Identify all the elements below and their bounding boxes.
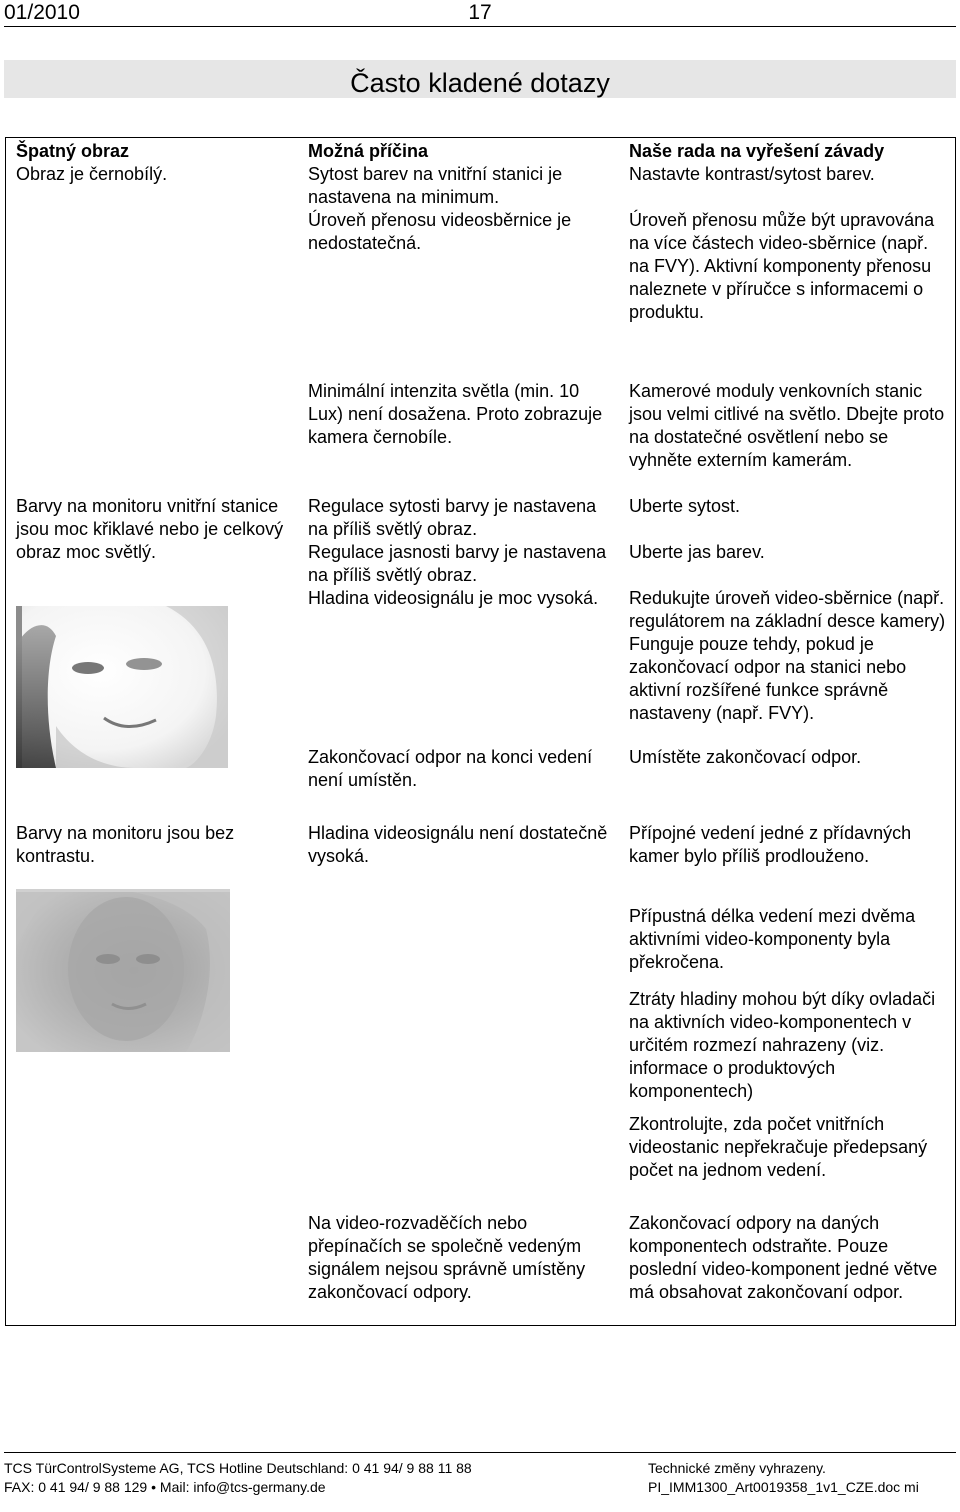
cause-signal-too-high: Hladina videosignálu je moc vysoká. xyxy=(308,588,599,608)
solution-set-contrast: Nastavte kontrast/sytost barev. xyxy=(629,164,875,184)
cause-saturation-high: Regulace sytosti barvy je nastavena na příliš světlý obraz. xyxy=(308,496,597,539)
cause-brightness-high: Regulace jasnosti barvy je nastavena na příliš světlý obraz. xyxy=(308,542,607,585)
solution-camera-light: Kamerové moduly venkovních stanic jsou velmi citlivé na světlo. Dbejte proto na dostatečné osvětlení nebo se vyhněte externím kamerám. xyxy=(629,381,945,470)
problem-black-white: Obraz je černobílý. xyxy=(16,164,168,184)
cause-no-terminator: Zakončovací odpor na konci vedení není umístěn. xyxy=(308,747,593,790)
document-date: 01/2010 xyxy=(4,1,80,24)
solution-remove-terminators: Zakončovací odpory na daných komponentech odstraňte. Pouze poslední video-komponent jedné větve má obsahovat zakončovaní odpor. xyxy=(629,1213,938,1302)
footer-notice: Technické změny vyhrazeny. xyxy=(648,1460,826,1476)
problem-no-contrast: Barvy na monitoru jsou bez kontrastu. xyxy=(16,823,235,866)
footer-rule xyxy=(4,1452,956,1453)
problem-too-bright: Barvy na monitoru vnitřní stanice jsou moc křiklavé nebo je celkový obraz moc světlý. xyxy=(16,496,284,562)
solution-place-terminator: Umístěte zakončovací odpor. xyxy=(629,747,862,767)
cause-saturation-min: Sytost barev na vnitřní stanici je nastavena na minimum. xyxy=(308,164,563,207)
solution-reduce-saturation: Uberte sytost. xyxy=(629,496,741,516)
header-bad-image: Špatný obraz xyxy=(16,141,130,161)
page-number: 17 xyxy=(468,1,492,24)
header-possible-cause: Možná příčina xyxy=(308,141,429,161)
cause-distributor-terminators: Na video-rozvaděčích nebo přepínačích se společně vedeným signálem nejsou správně umístěny zakončovací odpory. xyxy=(308,1213,586,1302)
cause-signal-too-low: Hladina videosignálu není dostatečně vysoká. xyxy=(308,823,608,866)
footer-document-name: PI_IMM1300_Art0019358_1v1_CZE.doc mi xyxy=(648,1479,919,1495)
page-title: Často kladené dotazy xyxy=(4,60,956,98)
solution-bus-level-adjust: Úroveň přenosu může být upravována na více částech video-sběrnice (např. na FVY). Aktivní komponenty přenosu naleznete v příručce s informacemi o produktu. xyxy=(629,210,935,322)
solution-reduce-bus-level: Redukujte úroveň video-sběrnice (např. regulátorem na základní desce kamery) Funguje pouze tehdy, pokud je zakončovací odpor na stanici nebo aktivní rozšířené funkce správně nastaveny (např. FVY). xyxy=(629,588,946,723)
header-rule xyxy=(4,26,956,27)
bright-image-sample xyxy=(16,606,228,768)
header-our-advice: Naše rada na vyřešení závady xyxy=(629,141,885,161)
solution-reduce-brightness: Uberte jas barev. xyxy=(629,542,765,562)
solution-cable-too-long: Přípojné vedení jedné z přídavných kamer bylo příliš prodlouženo. xyxy=(629,823,912,866)
solution-level-loss-compensation: Ztráty hladiny mohou být díky ovladači na aktivních video-komponentech v určitém rozmezí nahrazeny (viz. informace o produktových komponentech) xyxy=(629,989,936,1101)
footer-fax-mail: FAX: 0 41 94/ 9 88 129 • Mail: info@tcs-germany.de xyxy=(4,1479,326,1495)
cause-min-light: Minimální intenzita světla (min. 10 Lux) není dosažena. Proto zobrazuje kamera černobíle. xyxy=(308,381,603,447)
cause-bus-level-low: Úroveň přenosu videosběrnice je nedostatečná. xyxy=(308,210,572,253)
solution-max-length-exceeded: Přípustná délka vedení mezi dvěma aktivními video-komponenty byla překročena. xyxy=(629,906,916,972)
low-contrast-image-sample xyxy=(16,889,230,1052)
solution-check-station-count: Zkontrolujte, zda počet vnitřních videostanic nepřekračuje předepsaný počet na jednom vedení. xyxy=(629,1114,928,1180)
footer-company: TCS TürControlSysteme AG, TCS Hotline Deutschland: 0 41 94/ 9 88 11 88 xyxy=(4,1460,472,1476)
